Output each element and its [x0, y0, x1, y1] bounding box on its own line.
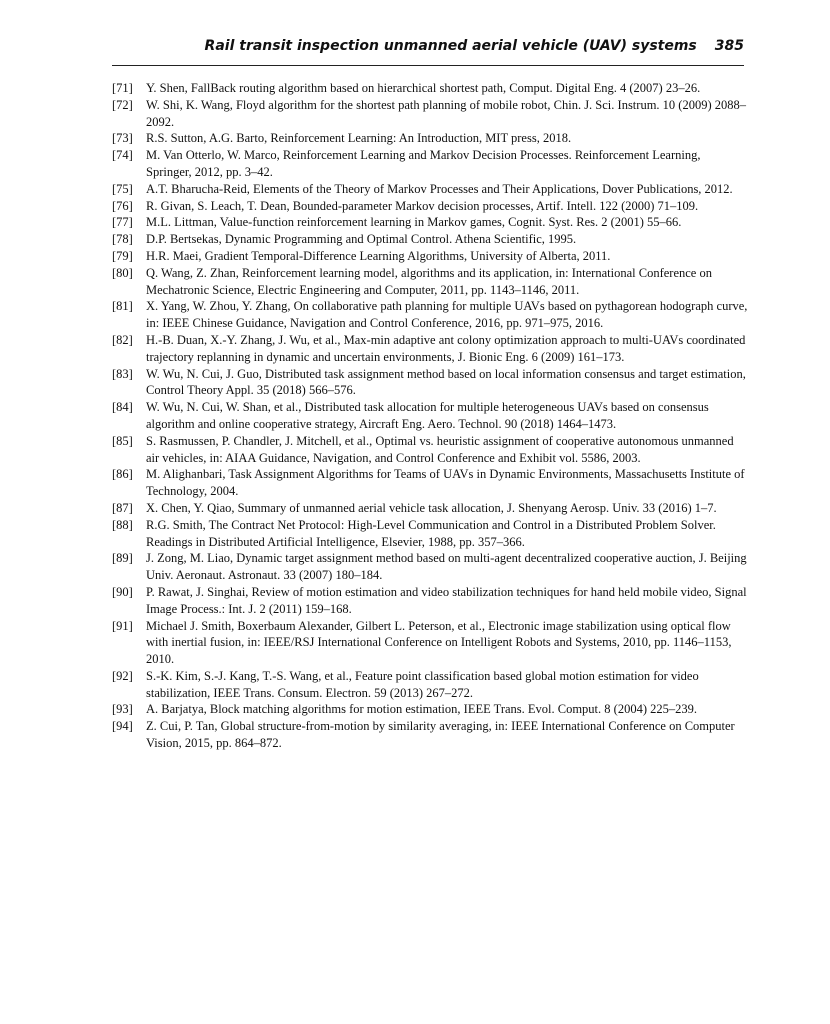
reference-list [112, 80, 748, 752]
page-number: 385 [714, 38, 744, 54]
reference-text: R.G. Smith, The Contract Net Protocol: High-Level Communication and Control in a Distributed Problem Solver. Readings in Distributed Artificial Intelligence, Elsevier, 1988, pp. 357‒366. [146, 517, 716, 549]
reference-number: [73] [112, 131, 133, 146]
reference-entry [112, 231, 748, 248]
reference-number: [84] [112, 400, 133, 415]
reference-entry [112, 130, 748, 147]
reference-number: [71] [112, 81, 133, 95]
reference-entry [112, 618, 748, 668]
reference-number: [90] [112, 584, 133, 599]
reference-entry [112, 198, 748, 215]
reference-entry [112, 399, 748, 433]
reference-number: [89] [112, 551, 133, 566]
reference-number: [94] [112, 719, 133, 734]
reference-entry [112, 550, 748, 584]
reference-text: Z. Cui, P. Tan, Global structure-from-motion by similarity averaging, in: IEEE International Conference on Computer Vision, 2015, pp. 864‒872. [146, 719, 735, 751]
reference-text: Y. Shen, FallBack routing algorithm based on hierarchical shortest path, Comput. Digital Eng. 4 (2007) 23‒26. [146, 81, 701, 95]
running-header-title: Rail transit inspection unmanned aerial vehicle (UAV) systems [204, 38, 697, 54]
reference-text: P. Rawat, J. Singhai, Review of motion estimation and video stabilization techniques for hand held mobile video, Signal Image Process.: Int. J. 2 (2011) 159‒168. [146, 584, 747, 616]
reference-text: H.-B. Duan, X.-Y. Zhang, J. Wu, et al., Max-min adaptive ant colony optimization approach to multi-UAVs coordinated trajectory replanning in dynamic and uncertain environments, J. Bionic Eng. 6 (2009) 161‒173. [146, 332, 746, 364]
reference-text: R.S. Sutton, A.G. Barto, Reinforcement Learning: An Introduction, MIT press, 2018. [146, 131, 572, 146]
reference-entry [112, 517, 748, 551]
reference-text: W. Wu, N. Cui, W. Shan, et al., Distributed task allocation for multiple heterogeneous UAVs based on consensus algorithm and online cooperative strategy, Aircraft Eng. Aero. Technol. 90 (2018) 1464‒1473. [146, 400, 709, 431]
reference-text: A.T. Bharucha-Reid, Elements of the Theory of Markov Processes and Their Applications, Dover Publications, 2012. [146, 181, 733, 196]
reference-text: A. Barjatya, Block matching algorithms for motion estimation, IEEE Trans. Evol. Comput. 8 (2004) 225‒239. [146, 702, 697, 717]
reference-text: S.-K. Kim, S.-J. Kang, T.-S. Wang, et al., Feature point classification based global motion estimation for video stabilization, IEEE Trans. Consum. Electron. 59 (2013) 267‒272. [146, 668, 699, 700]
reference-entry [112, 298, 748, 332]
header-rule [112, 65, 744, 66]
reference-text: D.P. Bertsekas, Dynamic Programming and Optimal Control. Athena Scientific, 1995. [146, 232, 577, 247]
reference-number: [80] [112, 265, 133, 280]
reference-text: X. Yang, W. Zhou, Y. Zhang, On collaborative path planning for multiple UAVs based on pythagorean hodograph curve, in: IEEE Chinese Guidance, Navigation and Control Conference, 2016, pp. 971‒975, 2016. [146, 299, 748, 331]
reference-number: [77] [112, 215, 133, 230]
reference-entry [112, 97, 748, 131]
reference-text: S. Rasmussen, P. Chandler, J. Mitchell, et al., Optimal vs. heuristic assignment of cooperative autonomous unmanned air vehicles, in: AIAA Guidance, Navigation, and Control Conference and Exhibit vol. 5586, 2003. [146, 433, 734, 465]
reference-number: [76] [112, 198, 133, 213]
reference-number: [83] [112, 366, 133, 381]
reference-number: [93] [112, 702, 133, 717]
reference-entry [112, 248, 748, 265]
reference-text: M. Van Otterlo, W. Marco, Reinforcement Learning and Markov Decision Processes. Reinforcement Learning, Springer, 2012, pp. 3‒42. [146, 148, 701, 179]
reference-number: [74] [112, 148, 133, 163]
reference-number: [91] [112, 618, 133, 633]
reference-number: [78] [112, 232, 133, 247]
reference-entry [112, 718, 748, 752]
reference-number: [92] [112, 668, 133, 683]
reference-entry [112, 433, 748, 467]
reference-entry [112, 265, 748, 299]
reference-text: W. Shi, K. Wang, Floyd algorithm for the shortest path planning of mobile robot, Chin. J. Sci. Instrum. 10 (2009) 2088‒2092. [146, 97, 746, 129]
reference-number: [75] [112, 181, 133, 196]
reference-number: [81] [112, 299, 133, 314]
reference-text: Q. Wang, Z. Zhan, Reinforcement learning model, algorithms and its application, in: International Conference on Mechatronic Science, Electric Engineering and Computer, 2011, pp. 1143‒1146, 2011. [146, 265, 712, 297]
reference-entry [112, 668, 748, 702]
reference-number: [87] [112, 500, 133, 515]
reference-number: [88] [112, 517, 133, 532]
reference-number: [86] [112, 467, 133, 482]
reference-number: [72] [112, 97, 133, 112]
reference-number: [82] [112, 332, 133, 347]
reference-entry [112, 584, 748, 618]
reference-text: M. Alighanbari, Task Assignment Algorithms for Teams of UAVs in Dynamic Environments, Massachusetts Institute of Technology, 2004. [146, 467, 745, 499]
reference-text: Michael J. Smith, Boxerbaum Alexander, Gilbert L. Peterson, et al., Electronic image stabilization using optical flow with inertial fusion, in: IEEE/RSJ International Conference on Intelligent Robots and Systems, 2010, pp. 1146‒1153, 2010. [146, 618, 732, 667]
reference-text: M.L. Littman, Value-function reinforcement learning in Markov games, Cognit. Syst. Res. 2 (2001) 55‒66. [146, 215, 682, 230]
reference-number: [79] [112, 248, 133, 263]
reference-entry [112, 214, 748, 231]
reference-entry [112, 366, 748, 400]
reference-entry [112, 466, 748, 500]
reference-entry [112, 332, 748, 366]
reference-entry [112, 181, 748, 198]
running-header [112, 38, 744, 62]
reference-entry [112, 147, 748, 181]
reference-entry [112, 500, 748, 517]
reference-text: J. Zong, M. Liao, Dynamic target assignment method based on multi-agent decentralized cooperative auction, J. Beijing Univ. Aeronaut. Astronaut. 33 (2007) 180‒184. [146, 551, 747, 583]
reference-entry [112, 80, 748, 97]
reference-text: W. Wu, N. Cui, J. Guo, Distributed task assignment method based on local information consensus and target estimation, Control Theory Appl. 35 (2018) 566‒576. [146, 366, 746, 398]
reference-number: [85] [112, 433, 133, 448]
reference-entry [112, 701, 748, 718]
reference-text: R. Givan, S. Leach, T. Dean, Bounded-parameter Markov decision processes, Artif. Intell. 122 (2000) 71‒109. [146, 198, 699, 213]
reference-text: X. Chen, Y. Qiao, Summary of unmanned aerial vehicle task allocation, J. Shenyang Aerosp. Univ. 33 (2016) 1‒7. [146, 500, 717, 515]
reference-text: H.R. Maei, Gradient Temporal-Difference Learning Algorithms, University of Alberta, 2011. [146, 248, 611, 263]
